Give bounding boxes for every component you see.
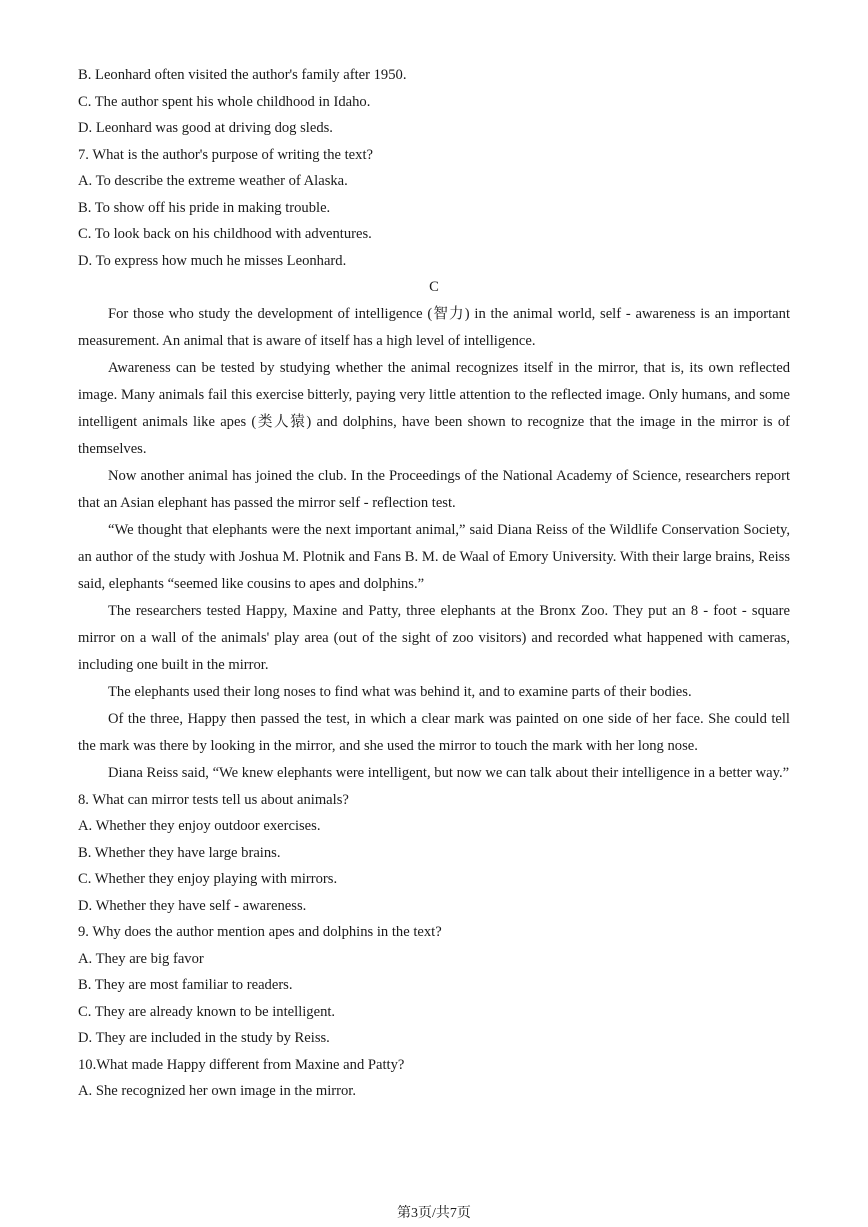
option-line: A. She recognized her own image in the mirror. <box>78 1083 357 1099</box>
passage-paragraph: The elephants used their long noses to find what was behind it, and to examine parts of their bodies. <box>108 683 692 700</box>
passage-paragraph: Awareness can be tested by studying whether the animal recognizes itself in the mirror, that is, its own reflected image. Many animals fail this exercise bitterly, paying very little attention to the reflected image. Only humans, and some intelligent animals like apes (类人猿) and dolphins, have been shown to recognize that the image in the mirror is of themselves. <box>78 359 790 457</box>
passage-paragraph: For those who study the development of intelligence (智力) in the animal world, self - awareness is an important measurement. An animal that is aware of itself has a high level of intelligence. <box>78 305 790 349</box>
option-line: C. Whether they enjoy playing with mirrors. <box>78 871 338 887</box>
option-line: B. Leonhard often visited the author's family after 1950. <box>78 67 407 83</box>
passage-paragraph: Diana Reiss said, “We knew elephants were intelligent, but now we can talk about their intelligence in a better way.” <box>108 764 790 781</box>
option-line: A. Whether they enjoy outdoor exercises. <box>78 818 321 834</box>
option-line: C. They are already known to be intelligent. <box>78 1003 336 1020</box>
page-footer: 第3页/共7页 <box>397 1206 471 1221</box>
passage-paragraph: “We thought that elephants were the next important animal,” said Diana Reiss of the Wildlife Conservation Society, an author of the study with Joshua M. Plotnik and Fans B. M. de Waal of Emory University. With their large brains, Reiss said, elephants “seemed like cousins to apes and dolphins.” <box>78 521 790 592</box>
passage-paragraph: Of the three, Happy then passed the test, in which a clear mark was painted on one side of her face. She could tell the mark was there by looking in the mirror, and she used the mirror to touch the mark with her long nose. <box>78 710 790 754</box>
page-content <box>78 62 790 1105</box>
option-line: B. Whether they have large brains. <box>78 844 281 861</box>
option-line: D. They are included in the study by Reiss. <box>78 1030 330 1046</box>
question-10: 10.What made Happy different from Maxine and Patty? <box>78 1056 405 1073</box>
option-line: C. To look back on his childhood with adventures. <box>78 226 372 242</box>
option-line: D. Whether they have self - awareness. <box>78 897 307 914</box>
option-line: D. To express how much he misses Leonhard. <box>78 252 347 269</box>
question-7: 7. What is the author's purpose of writing the text? <box>78 146 373 163</box>
option-line: A. They are big favor <box>78 950 204 967</box>
option-line: D. Leonhard was good at driving dog sleds. <box>78 120 333 136</box>
question-9: 9. Why does the author mention apes and dolphins in the text? <box>78 924 442 940</box>
option-line: C. The author spent his whole childhood in Idaho. <box>78 93 371 110</box>
option-line: B. To show off his pride in making trouble. <box>78 199 331 216</box>
section-heading: C <box>429 279 439 295</box>
passage-paragraph: Now another animal has joined the club. In the Proceedings of the National Academy of Science, researchers report that an Asian elephant has passed the mirror self - reflection test. <box>78 467 790 511</box>
option-line: B. They are most familiar to readers. <box>78 977 293 993</box>
passage-paragraph: The researchers tested Happy, Maxine and Patty, three elephants at the Bronx Zoo. They put an 8 - foot - square mirror on a wall of the animals' play area (out of the sight of zoo visitors) and recorded what happened with cameras, including one built in the mirror. <box>78 602 790 673</box>
option-line: A. To describe the extreme weather of Alaska. <box>78 173 348 189</box>
question-8: 8. What can mirror tests tell us about animals? <box>78 791 349 808</box>
